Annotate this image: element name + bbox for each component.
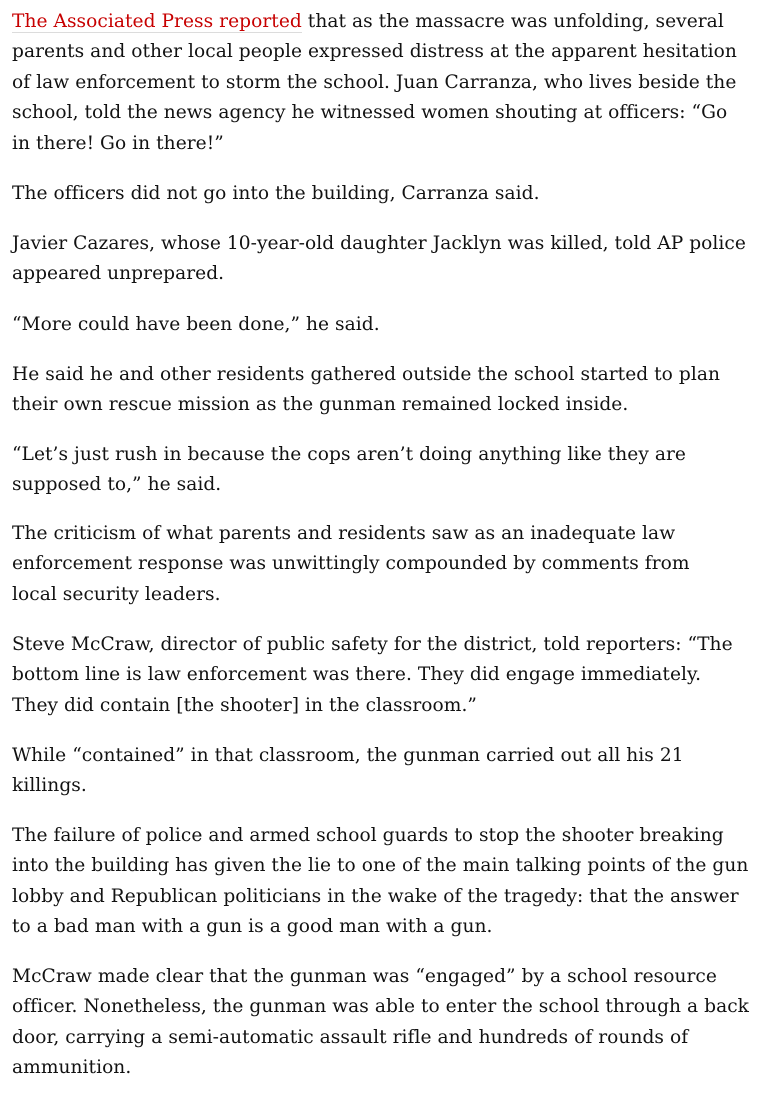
paragraph-line: of law enforcement to storm the school. Juan Carranza, who lives beside the — [12, 71, 737, 93]
associated-press-link[interactable]: The Associated Press reported — [12, 11, 302, 32]
paragraph-officers — [12, 179, 764, 209]
paragraph-line: into the building has given the lie to one of the main talking points of the gun — [12, 855, 749, 877]
paragraph-line: “Let’s just rush in because the cops aren’t doing anything like they are — [12, 444, 686, 465]
paragraph-line: officer. Nonetheless, the gunman was able to enter the school through a back — [12, 996, 749, 1018]
paragraph-quote-more — [12, 310, 764, 340]
paragraph-line: killings. — [12, 775, 87, 797]
paragraph-line: their own rescue mission as the gunman remained locked inside. — [12, 394, 629, 416]
paragraph-line: While “contained” in that classroom, the gunman carried out all his 21 — [12, 745, 684, 766]
paragraph-cazares — [12, 229, 764, 290]
paragraph-line: They did contain [the shooter] in the classroom.” — [12, 694, 477, 716]
paragraph-engaged — [12, 962, 764, 1084]
paragraph-line: to a bad man with a gun is a good man with a gun. — [12, 916, 493, 938]
paragraph-ap-report — [12, 7, 764, 159]
paragraph-line: He said he and other residents gathered outside the school started to plan — [12, 364, 721, 385]
paragraph-text: that as the massacre was unfolding, several — [301, 11, 724, 32]
paragraph-line: parents and other local people expressed distress at the apparent hesitation — [12, 41, 737, 63]
paragraph-line: bottom line is law enforcement was there. They did engage immediately. — [12, 664, 702, 686]
paragraph-line: in there! Go in there!” — [12, 132, 224, 154]
paragraph-line: supposed to,” he said. — [12, 474, 222, 496]
paragraph-contained — [12, 741, 764, 802]
paragraph-mccraw-quote — [12, 630, 764, 721]
paragraph-line: school, told the news agency he witnessed women shouting at officers: “Go — [12, 102, 728, 124]
paragraph-line: ammunition. — [12, 1057, 132, 1079]
paragraph-line: door, carrying a semi-automatic assault rifle and hundreds of rounds of — [12, 1026, 689, 1048]
paragraph-criticism — [12, 519, 764, 610]
paragraph-quote-rush — [12, 440, 764, 501]
paragraph-rescue-plan — [12, 360, 764, 421]
paragraph-line: local security leaders. — [12, 583, 221, 605]
paragraph-line: enforcement response was unwittingly compounded by comments from — [12, 553, 690, 575]
paragraph-line: Javier Cazares, whose 10-year-old daughter Jacklyn was killed, told AP police — [12, 233, 746, 254]
paragraph-line: “More could have been done,” he said. — [12, 314, 380, 335]
paragraph-line — [12, 7, 764, 37]
paragraph-line: McCraw made clear that the gunman was “engaged” by a school resource — [12, 966, 717, 987]
paragraph-line: The failure of police and armed school guards to stop the shooter breaking — [12, 825, 724, 846]
paragraph-line: The officers did not go into the building, Carranza said. — [12, 183, 540, 204]
paragraph-line: appeared unprepared. — [12, 263, 225, 285]
paragraph-line: Steve McCraw, director of public safety for the district, told reporters: “The — [12, 634, 733, 655]
paragraph-failure — [12, 821, 764, 943]
paragraph-line: The criticism of what parents and residents saw as an inadequate law — [12, 523, 676, 544]
paragraph-line: lobby and Republican politicians in the wake of the tragedy: that the answer — [12, 885, 739, 907]
